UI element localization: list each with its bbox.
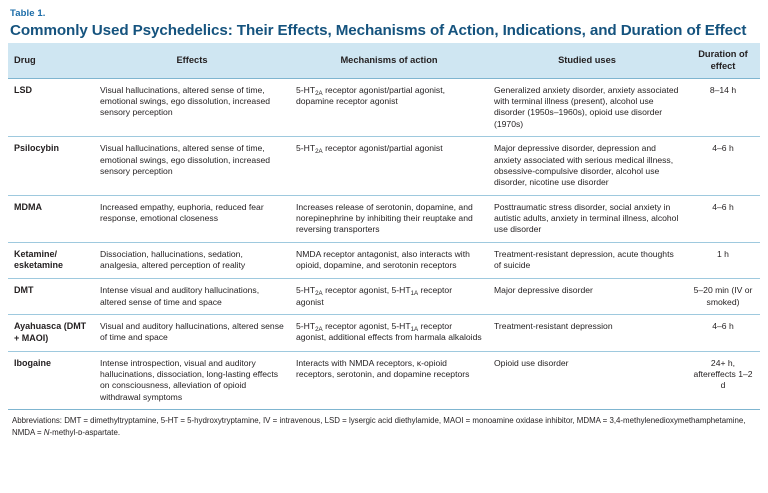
table-row (8, 279, 760, 315)
table-row (8, 315, 760, 352)
column-header-duration: Duration of effect (686, 43, 760, 78)
cell-duration: 4–6 h (686, 315, 760, 352)
cell-effects: Visual and auditory hallucinations, altered sense of time and space (94, 315, 290, 352)
cell-drug: MDMA (8, 195, 94, 242)
cell-mechanisms: $5-HT_{2A}$ receptor agonist/partial agonist (290, 137, 488, 195)
column-header-drug: Drug (8, 43, 94, 78)
table-row (8, 351, 760, 409)
cell-duration: 24+ h, aftereffects 1–2 d (686, 351, 760, 409)
table-footnote: Abbreviations: DMT = dimethyltryptamine, 5-HT = 5-hydroxytryptamine, IV = intravenous, LSD = lysergic acid diethylamide, MAOI = monoamine oxidase inhibitor, MDMA = 3,4-methylenedioxymethamphetamine, NMDA = N-methyl-ᴅ-aspartate. (8, 409, 760, 442)
cell-studied-uses: Opioid use disorder (488, 351, 686, 409)
cell-studied-uses: Treatment-resistant depression (488, 315, 686, 352)
cell-duration: 4–6 h (686, 137, 760, 195)
column-header-mechanisms: Mechanisms of action (290, 43, 488, 78)
table-row (8, 195, 760, 242)
cell-effects: Increased empathy, euphoria, reduced fear response, emotional closeness (94, 195, 290, 242)
table-header (8, 43, 760, 78)
cell-studied-uses: Treatment-resistant depression, acute thoughts of suicide (488, 242, 686, 279)
cell-drug: Ibogaine (8, 351, 94, 409)
column-header-effects: Effects (94, 43, 290, 78)
table-body (8, 78, 760, 409)
cell-mechanisms: Increases release of serotonin, dopamine, and norepinephrine by inhibiting their reuptake and reversing transporters (290, 195, 488, 242)
cell-duration: 5–20 min (IV or smoked) (686, 279, 760, 315)
cell-drug: Ayahuasca (DMT + MAOI) (8, 315, 94, 352)
cell-duration: 1 h (686, 242, 760, 279)
cell-effects: Visual hallucinations, altered sense of time, emotional swings, ego dissolution, increased sensory perception (94, 78, 290, 136)
table-row (8, 137, 760, 195)
cell-effects: Intense visual and auditory hallucinations, altered sense of time and space (94, 279, 290, 315)
cell-mechanisms: $5-HT_{2A}$ receptor agonist, $5-HT_{1A}$ receptor agonist (290, 279, 488, 315)
cell-drug: Ketamine/ esketamine (8, 242, 94, 279)
cell-mechanisms: Interacts with NMDA receptors, κ-opioid receptors, serotonin, and dopamine receptors (290, 351, 488, 409)
cell-duration: 4–6 h (686, 195, 760, 242)
table-row (8, 242, 760, 279)
psychedelics-table (8, 43, 760, 409)
column-header-studied-uses: Studied uses (488, 43, 686, 78)
header-row (8, 43, 760, 78)
cell-duration: 8–14 h (686, 78, 760, 136)
cell-studied-uses: Major depressive disorder, depression and anxiety associated with serious medical illness, obsessive-compulsive disorder, alcohol use disorder, nicotine use disorder (488, 137, 686, 195)
cell-mechanisms: $5-HT_{2A}$ receptor agonist/partial agonist, dopamine receptor agonist (290, 78, 488, 136)
cell-drug: DMT (8, 279, 94, 315)
cell-studied-uses: Posttraumatic stress disorder, social anxiety in autistic adults, anxiety in terminal illness, alcohol use disorder (488, 195, 686, 242)
cell-mechanisms: $5-HT_{2A}$ receptor agonist, $5-HT_{1A}$ receptor agonist, additional effects from harmala alkaloids (290, 315, 488, 352)
cell-studied-uses: Generalized anxiety disorder, anxiety associated with terminal illness (present), alcohol use disorder (1950s–1960s), opioid use disorder (1970s) (488, 78, 686, 136)
cell-drug: LSD (8, 78, 94, 136)
cell-effects: Dissociation, hallucinations, sedation, analgesia, altered perception of reality (94, 242, 290, 279)
cell-effects: Visual hallucinations, altered sense of time, emotional swings, ego dissolution, increased sensory perception (94, 137, 290, 195)
table-label: Table 1. (10, 8, 46, 19)
cell-studied-uses: Major depressive disorder (488, 279, 686, 315)
cell-effects: Intense introspection, visual and auditory hallucinations, dissociation, long-lasting effects on consciousness, alleviation of opioid withdrawal symptoms (94, 351, 290, 409)
cell-mechanisms: NMDA receptor antagonist, also interacts with opioid, dopamine, and serotonin receptors (290, 242, 488, 279)
cell-drug: Psilocybin (8, 137, 94, 195)
table-row (8, 78, 760, 136)
table-title: Commonly Used Psychedelics: Their Effects, Mechanisms of Action, Indications, and Duration of Effect (10, 22, 747, 39)
